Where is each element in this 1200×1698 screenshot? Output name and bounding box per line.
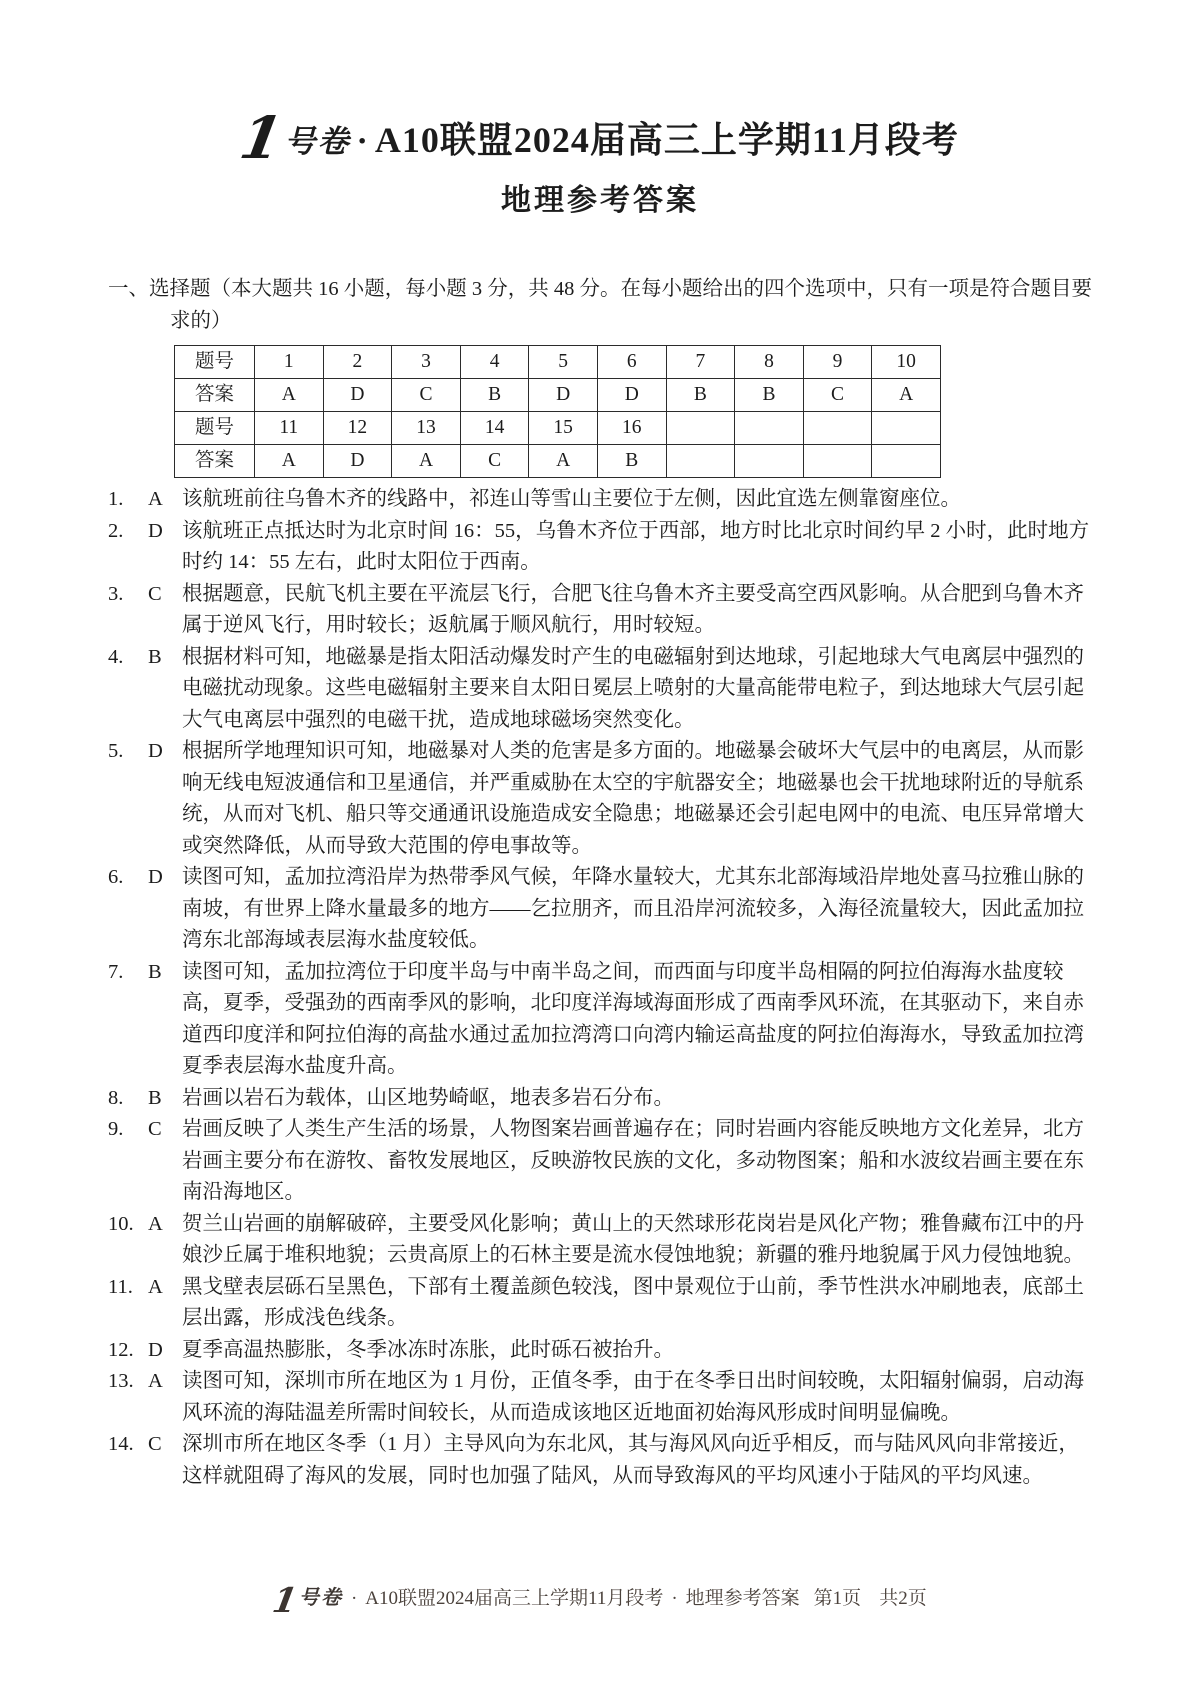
answer-cell: 4 [460, 346, 529, 379]
answer-cell [803, 445, 872, 478]
answer-cell: B [460, 379, 529, 412]
answer-letter: C [148, 582, 162, 605]
explanation-item [108, 957, 1092, 1083]
explanation-item [108, 642, 1092, 737]
answer-letter: D [148, 740, 163, 762]
question-number: 13. [108, 1370, 134, 1392]
answer-cell [872, 445, 941, 478]
answer-cell: 1 [255, 346, 324, 379]
explanation-text: 根据所学地理知识可知，地磁暴对人类的危害是多方面的。地磁暴会破坏大气层中的电离层，从而影响无线电短波通信和卫星通信，并严重威胁在太空的宇航器安全；地磁暴也会干扰地球附近的导航系统，从而对飞机、船只等交通通讯设施造成安全隐患；地磁暴还会引起电网中的电流、电压异常增大或突然降低，从而导致大范围的停电事故等。 [182, 740, 1084, 857]
answer-cell: 6 [597, 346, 666, 379]
answer-cell: C [803, 379, 872, 412]
explanation-text: 岩画反映了人类生产生活的场景，人物图案岩画普遍存在；同时岩画内容能反映地方文化差异，北方岩画主要分布在游牧、畜牧发展地区，反映游牧民族的文化，多动物图案；船和水波纹岩画主要在东南沿海地区。 [182, 1118, 1084, 1203]
explanation-item [108, 1272, 1092, 1335]
explanation-text: 读图可知，深圳市所在地区为 1 月份，正值冬季，由于在冬季日出时间较晚，太阳辐射偏弱，启动海风环流的海陆温差所需时间较长，从而造成该地区近地面初始海风形成时间明显偏晚。 [182, 1370, 1084, 1424]
answer-letter: B [148, 1086, 162, 1109]
footer-page-number: 第1页 [813, 1588, 862, 1609]
answer-cell: A [255, 379, 324, 412]
answer-letter: A [148, 488, 163, 510]
answer-cell: B [735, 379, 804, 412]
explanation-item [108, 862, 1092, 957]
explanation-item [108, 1209, 1092, 1272]
explanation-text: 深圳市所在地区冬季（1 月）主导风向为东北风，其与海风风向近乎相反，而与陆风风向非常接近，这样就阻碍了海风的发展，同时也加强了陆风，从而导致海风的平均风速小于陆风的平均风速。 [182, 1433, 1079, 1487]
explanation-text: 夏季高温热膨胀，冬季冰冻时冻胀，此时砾石被抬升。 [182, 1338, 674, 1361]
answer-cell [666, 445, 735, 478]
explanation-item [108, 1429, 1092, 1492]
explanation-text: 根据题意，民航飞机主要在平流层飞行，合肥飞往乌鲁木齐主要受高空西风影响。从合肥到乌鲁木齐属于逆风飞行，用时较长；返航属于顺风航行，用时较短。 [182, 582, 1084, 636]
row-header-cell: 答案 [175, 379, 255, 412]
title-separator-dot: · [356, 123, 369, 160]
explanation-item [108, 484, 1092, 516]
row-header-cell: 题号 [175, 346, 255, 379]
explanation-item [108, 1114, 1092, 1209]
answer-cell [735, 445, 804, 478]
answer-cell: D [597, 379, 666, 412]
answer-letter: A [148, 1275, 163, 1298]
answer-letter: D [148, 519, 163, 542]
answer-cell: D [323, 445, 392, 478]
explanation-item [108, 516, 1092, 579]
explanation-text: 该航班正点抵达时为北京时间 16：55，乌鲁木齐位于西部，地方时比北京时间约早 2 小时，此时地方时约 14：55 左右，此时太阳位于西南。 [182, 519, 1090, 573]
row-header-cell: 答案 [175, 445, 255, 478]
document-header [0, 0, 1200, 219]
explanation-item [108, 1366, 1092, 1429]
page-title: 1号卷 · A10联盟2024届高三上学期11月段考 [235, 104, 959, 172]
answer-cell: 10 [872, 346, 941, 379]
question-number: 8. [108, 1086, 124, 1109]
explanation-text: 读图可知，孟加拉湾沿岸为热带季风气候，年降水量较大，尤其东北部海域沿岸地处喜马拉雅山脉的南坡，有世界上降水量最多的地方——乞拉朋齐，而且沿岸河流较多，入海径流量较大，因此孟加拉湾东北部海域表层海水盐度较低。 [182, 866, 1084, 951]
footer-doc-name: 地理参考答案 [685, 1588, 800, 1609]
answer-letter: B [148, 960, 162, 983]
question-number: 11. [108, 1275, 133, 1298]
answer-cell: 7 [666, 346, 735, 379]
answer-cell: D [323, 379, 392, 412]
question-number: 6. [108, 866, 124, 888]
document-body [108, 273, 1092, 1492]
answer-cell [872, 412, 941, 445]
row-header-cell: 题号 [175, 412, 255, 445]
explanation-item [108, 1083, 1092, 1115]
footer-page-total: 共2页 [879, 1588, 927, 1609]
exam-title-text: A10联盟2024届高三上学期11月段考 [374, 120, 959, 160]
answer-cell: 5 [529, 346, 598, 379]
explanation-item [108, 1335, 1092, 1367]
answer-letter: B [148, 645, 162, 668]
answer-table-body [175, 346, 941, 478]
question-number: 3. [108, 582, 124, 605]
answer-key-table [174, 345, 941, 478]
footer-separator-dot2: · [671, 1588, 678, 1609]
answer-letter: C [148, 1433, 162, 1455]
footer-separator-dot: · [350, 1588, 358, 1609]
answer-table-row [175, 346, 941, 379]
answer-cell [735, 412, 804, 445]
answer-cell: 16 [597, 412, 666, 445]
answer-cell: 14 [460, 412, 529, 445]
explanations-list [108, 484, 1092, 1492]
explanation-item [108, 579, 1092, 642]
document-subtitle: 地理参考答案 [501, 184, 699, 217]
brand-logo-text: 号卷 [284, 124, 351, 159]
answer-cell: A [392, 445, 461, 478]
answer-cell: A [255, 445, 324, 478]
answer-letter: D [148, 866, 163, 888]
answer-letter: A [148, 1370, 163, 1392]
answer-table-row [175, 445, 941, 478]
explanation-item [108, 736, 1092, 862]
question-number: 14. [108, 1433, 134, 1455]
answer-letter: A [148, 1212, 163, 1235]
answer-cell: 9 [803, 346, 872, 379]
answer-cell: A [872, 379, 941, 412]
answer-cell: 12 [323, 412, 392, 445]
explanation-text: 该航班前往乌鲁木齐的线路中，祁连山等雪山主要位于左侧，因此宜选左侧靠窗座位。 [182, 488, 961, 510]
explanation-text: 贺兰山岩画的崩解破碎，主要受风化影响；黄山上的天然球形花岗岩是风化产物；雅鲁藏布江中的丹娘沙丘属于堆积地貌；云贵高原上的石林主要是流水侵蚀地貌；新疆的雅丹地貌属于风力侵蚀地貌。 [182, 1212, 1084, 1266]
explanation-text: 岩画以岩石为载体，山区地势崎岖，地表多岩石分布。 [182, 1086, 674, 1109]
question-number: 12. [108, 1338, 134, 1361]
section-heading: 一、选择题（本大题共 16 小题，每小题 3 分，共 48 分。在每小题给出的四个选项中，只有一项是符合题目要求的） [108, 278, 1092, 332]
answer-cell: 11 [255, 412, 324, 445]
explanation-text: 黑戈壁表层砾石呈黑色，下部有土覆盖颜色较浅，图中景观位于山前，季节性洪水冲刷地表，底部土层出露，形成浅色线条。 [182, 1275, 1084, 1329]
answer-cell: B [597, 445, 666, 478]
answer-letter: C [148, 1118, 162, 1140]
answer-cell [666, 412, 735, 445]
answer-cell: A [529, 445, 598, 478]
answer-cell [803, 412, 872, 445]
answer-table-row [175, 379, 941, 412]
answer-cell: C [460, 445, 529, 478]
answer-table-row [175, 412, 941, 445]
question-number: 7. [108, 960, 124, 983]
footer-exam-title: A10联盟2024届高三上学期11月段考 [365, 1588, 664, 1609]
answer-letter: D [148, 1338, 163, 1361]
question-number: 2. [108, 519, 124, 542]
question-number: 5. [108, 740, 124, 762]
question-number: 10. [108, 1212, 134, 1235]
answer-cell: D [529, 379, 598, 412]
question-number: 4. [108, 645, 124, 668]
answer-cell: 13 [392, 412, 461, 445]
footer-logo-text: 号卷 [298, 1587, 343, 1609]
answer-cell: C [392, 379, 461, 412]
explanation-text: 读图可知，孟加拉湾位于印度半岛与中南半岛之间，而西面与印度半岛相隔的阿拉伯海海水盐度较高，夏季，受强劲的西南季风的影响，北印度洋海域海面形成了西南季风环流，在其驱动下，来自赤道西印度洋和阿拉伯海的高盐水通过孟加拉湾湾口向湾内输运高盐度的阿拉伯海海水，导致孟加拉湾夏季表层海水盐度升高。 [182, 960, 1084, 1077]
answer-cell: 2 [323, 346, 392, 379]
question-number: 9. [108, 1118, 124, 1140]
answer-cell: 15 [529, 412, 598, 445]
page-footer: 1号卷 · A10联盟2024届高三上学期11月段考 · 地理参考答案 第1页 共2页 [269, 1581, 927, 1621]
answer-cell: B [666, 379, 735, 412]
explanation-text: 根据材料可知，地磁暴是指太阳活动爆发时产生的电磁辐射到达地球，引起地球大气电离层中强烈的电磁扰动现象。这些电磁辐射主要来自太阳日冕层上喷射的大量高能带电粒子，到达地球大气层引起大气电离层中强烈的电磁干扰，造成地球磁场突然变化。 [182, 645, 1084, 731]
answer-cell: 3 [392, 346, 461, 379]
answer-cell: 8 [735, 346, 804, 379]
question-number: 1. [108, 488, 124, 510]
